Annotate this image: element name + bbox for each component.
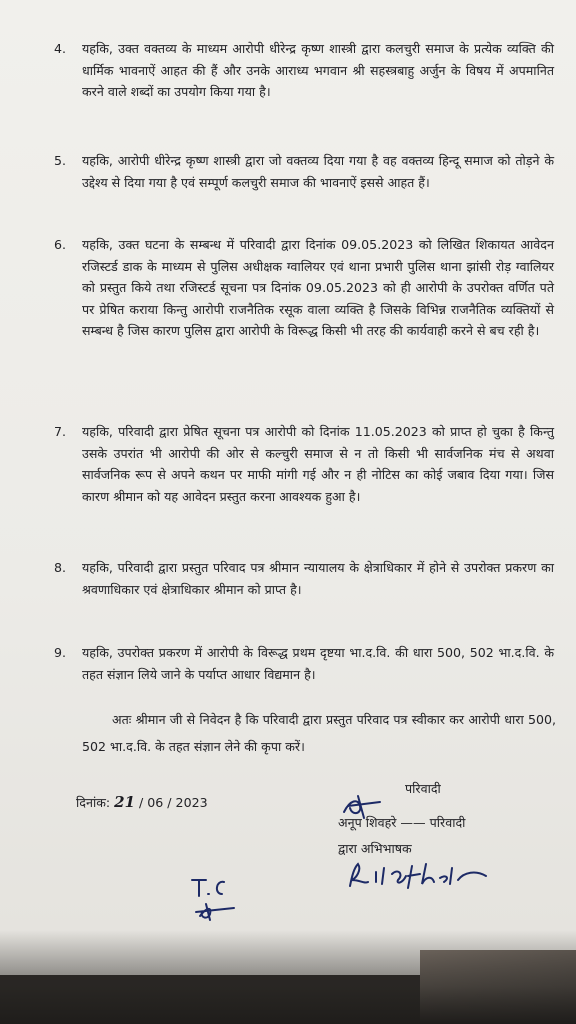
prayer-paragraph: अतः श्रीमान जी से निवेदन है कि परिवादी द्वारा प्रस्तुत परिवाद पत्र स्वीकार कर आरोपी धारा 500, 502 भा.द.वि. के तहत संज्ञान लेने की कृपा करें। — [82, 712, 556, 754]
paragraph-7 — [54, 421, 554, 507]
paragraph-number: 9. — [54, 645, 67, 660]
paragraph-text: यहकि, परिवादी द्वारा प्रस्तुत परिवाद पत्र श्रीमान न्यायालय के क्षेत्राधिकार में होने से उपरोक्त प्रकरण का श्रवणाधिकार एवं क्षेत्राधिकार श्रीमान को प्राप्त है। — [82, 560, 554, 597]
paragraph-6 — [54, 234, 554, 342]
paragraph-text: यहकि, उक्त घटना के सम्बन्ध में परिवादी द्वारा दिनांक 09.05.2023 को लिखित शिकायत आवेदन रजिस्टर्ड डाक के माध्यम से पुलिस अधीक्षक ग्वालियर एवं थाना प्रभारी पुलिस थाना झांसी रोड़ ग्वालियर को प्रस्तुत किये तथा रजिस्टर्ड सूचना पत्र दिनांक 09.05.2023 को ही आरोपी के उपरोक्त वर्णित पते पर प्रेषित कराया किन्तु आरोपी राजनैतिक रसूक वाला व्यक्ति है जिसके विभिन्न राजनैतिक व्यक्तियों से सम्बन्ध है जिस कारण पुलिस द्वारा आरोपी के विरूद्ध किसी भी तरह की कार्यवाही करने से बच रही है। — [82, 237, 554, 338]
paragraph-5 — [54, 150, 554, 193]
paragraph-text: यहकि, आरोपी धीरेन्द्र कृष्ण शास्त्री द्वारा जो वक्तव्य दिया गया है वह वक्तव्य हिन्दू समाज को तोड़ने के उद्देश्य से दिया गया है एवं सम्पूर्ण कलचुरी समाज की भावनाऐं इससे आहत हैं। — [82, 153, 554, 190]
date-label: दिनांक: — [76, 795, 111, 810]
advocate-label: द्वारा अभिभाषक — [338, 841, 412, 856]
tc-handwritten-mark — [186, 872, 246, 922]
complainant-label: परिवादी — [405, 781, 441, 796]
paragraph-text: यहकि, परिवादी द्वारा प्रेषित सूचना पत्र आरोपी को दिनांक 11.05.2023 को प्राप्त हो चुका है किन्तु उसके उपरांत भी आरोपी की ओर से कल्चुरी समाज से न तो किसी भी सार्वजनिक मंच से अथवा सार्वजनिक रूप से अपने कथन पर माफी मांगी गई और न ही नोटिस का कोई जबाव दिया गया। जिस कारण श्रीमान को यह आवेदन प्रस्तुत करना आवश्यक हुआ है। — [82, 424, 554, 504]
paragraph-8 — [54, 557, 554, 600]
paragraph-number: 4. — [54, 41, 67, 56]
complainant-name-line: अनूप शिवहरे —— परिवादी — [338, 815, 466, 830]
paragraph-text: यहकि, उक्त वक्तव्य के माध्यम आरोपी धीरेन्द्र कृष्ण शास्त्री द्वारा कलचुरी समाज के प्रत्येक व्यक्ति की धार्मिक भावनाऐं आहत की हैं और उनके आराध्य भगवान श्री सहस्त्रबाहु अर्जुन के विषय में अपमानित करने वाले शब्दों का उपयोग किया गया है। — [82, 41, 554, 99]
paragraph-4 — [54, 38, 554, 103]
date-line — [76, 793, 208, 811]
paragraph-9 — [54, 642, 554, 685]
paragraph-number: 5. — [54, 153, 67, 168]
date-day-handwritten: 21 — [114, 793, 136, 811]
paragraph-number: 8. — [54, 560, 67, 575]
paragraph-number: 6. — [54, 237, 67, 252]
paragraph-number: 7. — [54, 424, 67, 439]
page-shadow — [0, 930, 576, 1024]
date-rest: / 06 / 2023 — [139, 795, 208, 810]
paragraph-text: यहकि, उपरोक्त प्रकरण में आरोपी के विरूद्ध प्रथम दृष्टया भा.द.वि. की धारा 500, 502 भा.द.वि. के तहत संज्ञान लिये जाने के पर्याप्त आधार विद्यमान है। — [82, 645, 554, 682]
advocate-signature — [346, 858, 492, 892]
